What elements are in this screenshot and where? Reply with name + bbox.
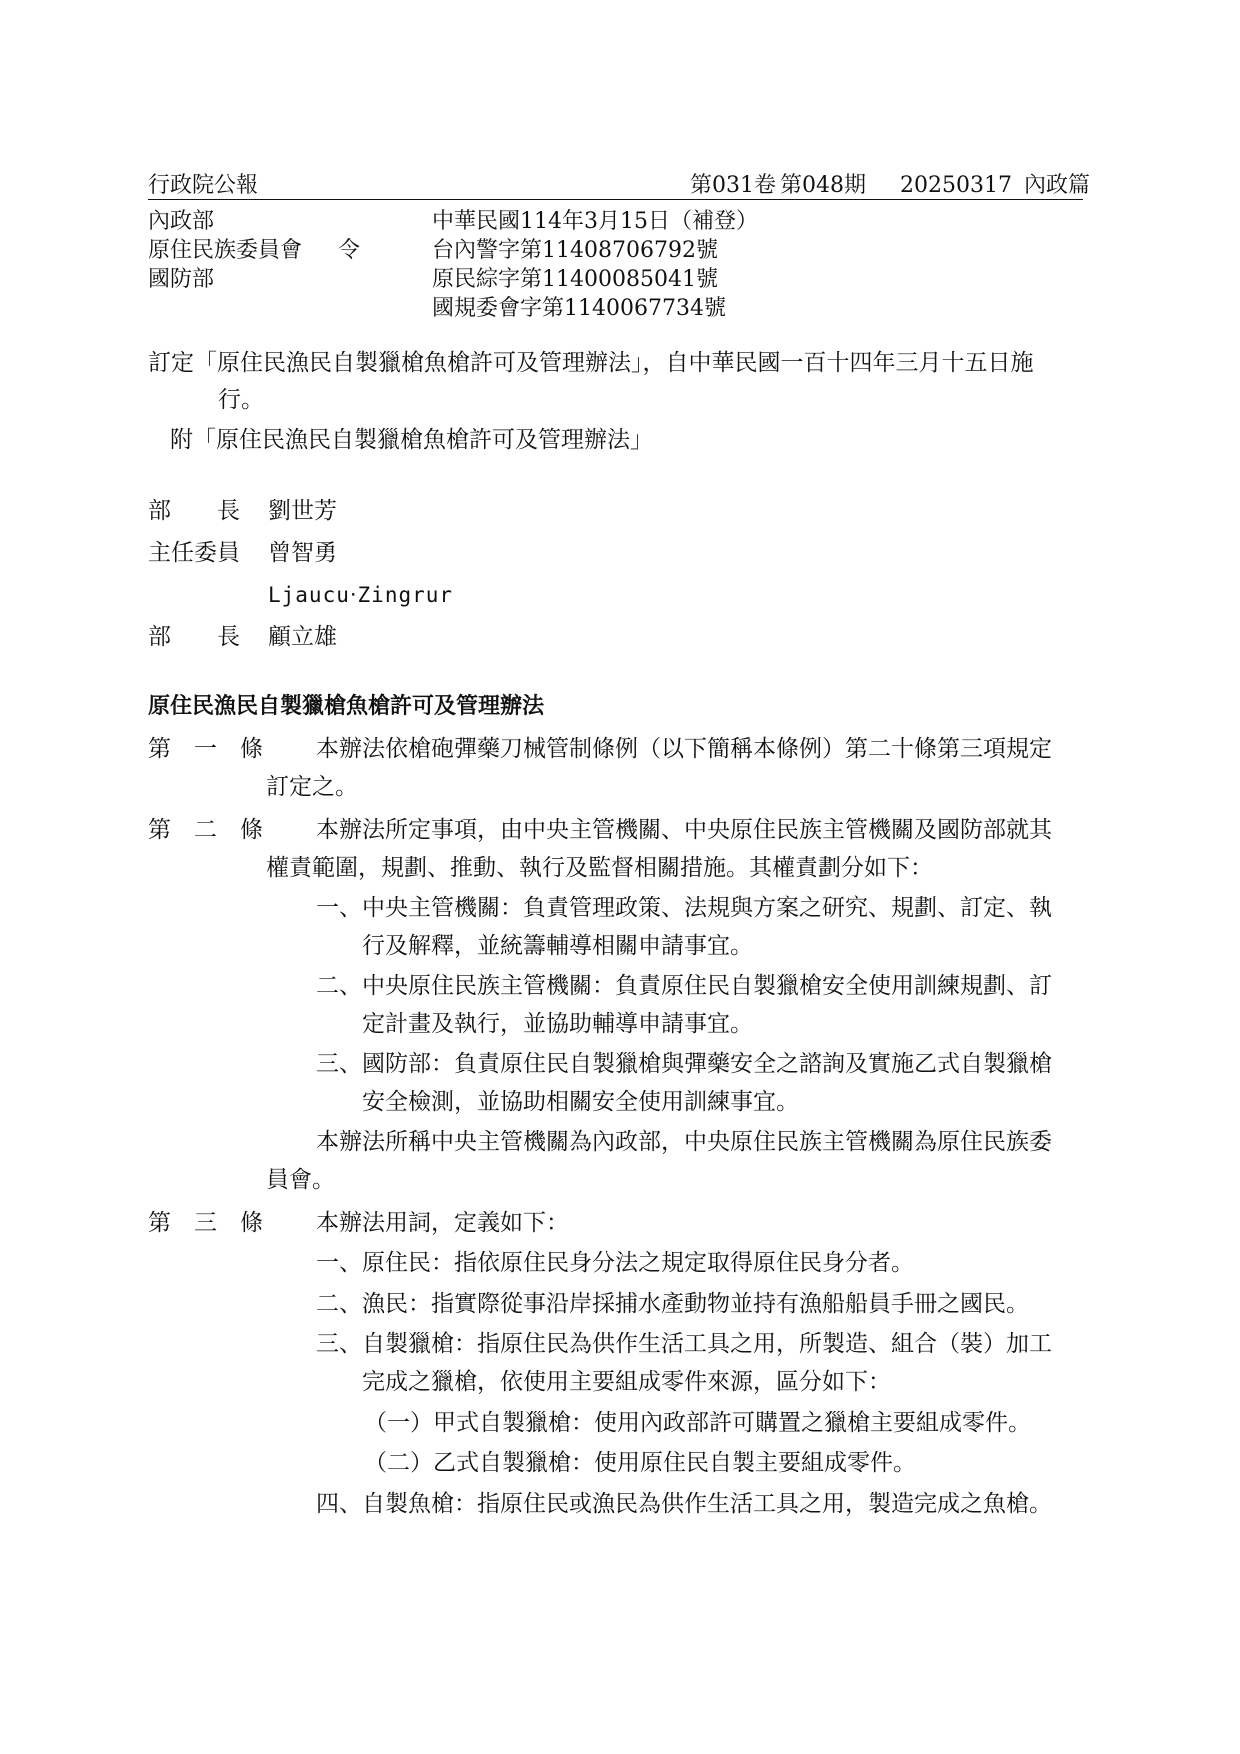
article-1-label: 第 一 條 [148, 736, 263, 762]
article-3-label: 第 三 條 [148, 1210, 263, 1236]
article-3-item-4: 四、自製魚槍：指原住民或漁民為供作生活工具之用，製造完成之魚槍。 [316, 1491, 1052, 1517]
publication-name: 行政院公報 [148, 173, 259, 198]
article-2-item-2-line-2: 定計畫及執行，並協助輔導申請事宜。 [362, 1011, 753, 1037]
signature-name-2: 曾智勇 [268, 540, 337, 566]
article-2-line-2: 權責範圍，規劃、推動、執行及監督相關措施。其權責劃分如下： [266, 855, 933, 881]
signature-title-2: 主任委員 [148, 540, 240, 566]
order-date: 中華民國114年3月15日（補登） [432, 209, 758, 234]
issue-number: 第048期 [780, 173, 866, 198]
article-2-item-1-line-1: 一、中央主管機關：負責管理政策、法規與方案之研究、規劃、訂定、執 [316, 895, 1052, 921]
reference-number-1: 台內警字第11408706792號 [432, 238, 718, 263]
article-2-paragraph-2-line-1: 本辦法所稱中央主管機關為內政部，中央原住民族主管機關為原住民族委 [316, 1129, 1052, 1155]
article-2-item-3-line-2: 安全檢測，並協助相關安全使用訓練事宜。 [362, 1089, 799, 1115]
signature-name-1: 劉世芳 [268, 498, 337, 524]
article-3-item-3-line-1: 三、自製獵槍：指原住民為供作生活工具之用，所製造、組合（裝）加工 [316, 1331, 1052, 1357]
order-label: 令 [338, 238, 361, 263]
article-2-item-3-line-1: 三、國防部：負責原住民自製獵槍與彈藥安全之諮詢及實施乙式自製獵槍 [316, 1051, 1052, 1077]
issuer-indigenous-council: 原住民族委員會 [148, 238, 303, 263]
decree-text-line-1: 訂定「原住民漁民自製獵槍魚槍許可及管理辦法」，自中華民國一百十四年三月十五日施 [148, 350, 1034, 376]
issuer-ministry-interior: 內政部 [148, 209, 215, 234]
article-3-item-2: 二、漁民：指實際從事沿岸採捕水產動物並持有漁船船員手冊之國民。 [316, 1291, 1029, 1317]
signature-title-3: 部 長 [148, 624, 240, 650]
signature-title-1: 部 長 [148, 498, 240, 524]
article-2-label: 第 二 條 [148, 817, 263, 843]
reference-number-2: 原民綜字第11400085041號 [432, 267, 718, 292]
regulation-title: 原住民漁民自製獵槍魚槍許可及管理辦法 [148, 694, 545, 719]
article-2-paragraph-2-line-2: 員會。 [266, 1167, 335, 1193]
signature-name-3: 顧立雄 [268, 624, 337, 650]
section-name: 內政篇 [1024, 173, 1091, 198]
signature-name-2-indigenous: Ljaucu‧Zingrur [268, 583, 454, 607]
header-rule [148, 199, 1083, 200]
decree-attachment: 附「原住民漁民自製獵槍魚槍許可及管理辦法」 [170, 427, 653, 453]
article-3-line-1: 本辦法用詞，定義如下： [316, 1210, 569, 1236]
article-2-item-2-line-1: 二、中央原住民族主管機關：負責原住民自製獵槍安全使用訓練規劃、訂 [316, 973, 1052, 999]
reference-number-3: 國規委會字第1140067734號 [432, 296, 726, 321]
article-1-line-2: 訂定之。 [266, 774, 358, 800]
publication-date: 20250317 [900, 173, 1012, 198]
article-3-item-3-line-2: 完成之獵槍，依使用主要組成零件來源，區分如下： [362, 1369, 891, 1395]
article-3-item-1: 一、原住民：指依原住民身分法之規定取得原住民身分者。 [316, 1250, 914, 1276]
article-2-line-1: 本辦法所定事項，由中央主管機關、中央原住民族主管機關及國防部就其 [316, 817, 1052, 843]
article-3-sub-item-2: （二）乙式自製獵槍：使用原住民自製主要組成零件。 [364, 1450, 916, 1476]
article-2-item-1-line-2: 行及解釋，並統籌輔導相關申請事宜。 [362, 933, 753, 959]
decree-text-line-2: 行。 [218, 387, 264, 413]
volume-number: 第031卷 [690, 173, 776, 198]
issuer-ministry-defense: 國防部 [148, 267, 215, 292]
article-1-line-1: 本辦法依槍砲彈藥刀械管制條例（以下簡稱本條例）第二十條第三項規定 [316, 736, 1052, 762]
article-3-sub-item-1: （一）甲式自製獵槍：使用內政部許可購置之獵槍主要組成零件。 [364, 1410, 1031, 1436]
